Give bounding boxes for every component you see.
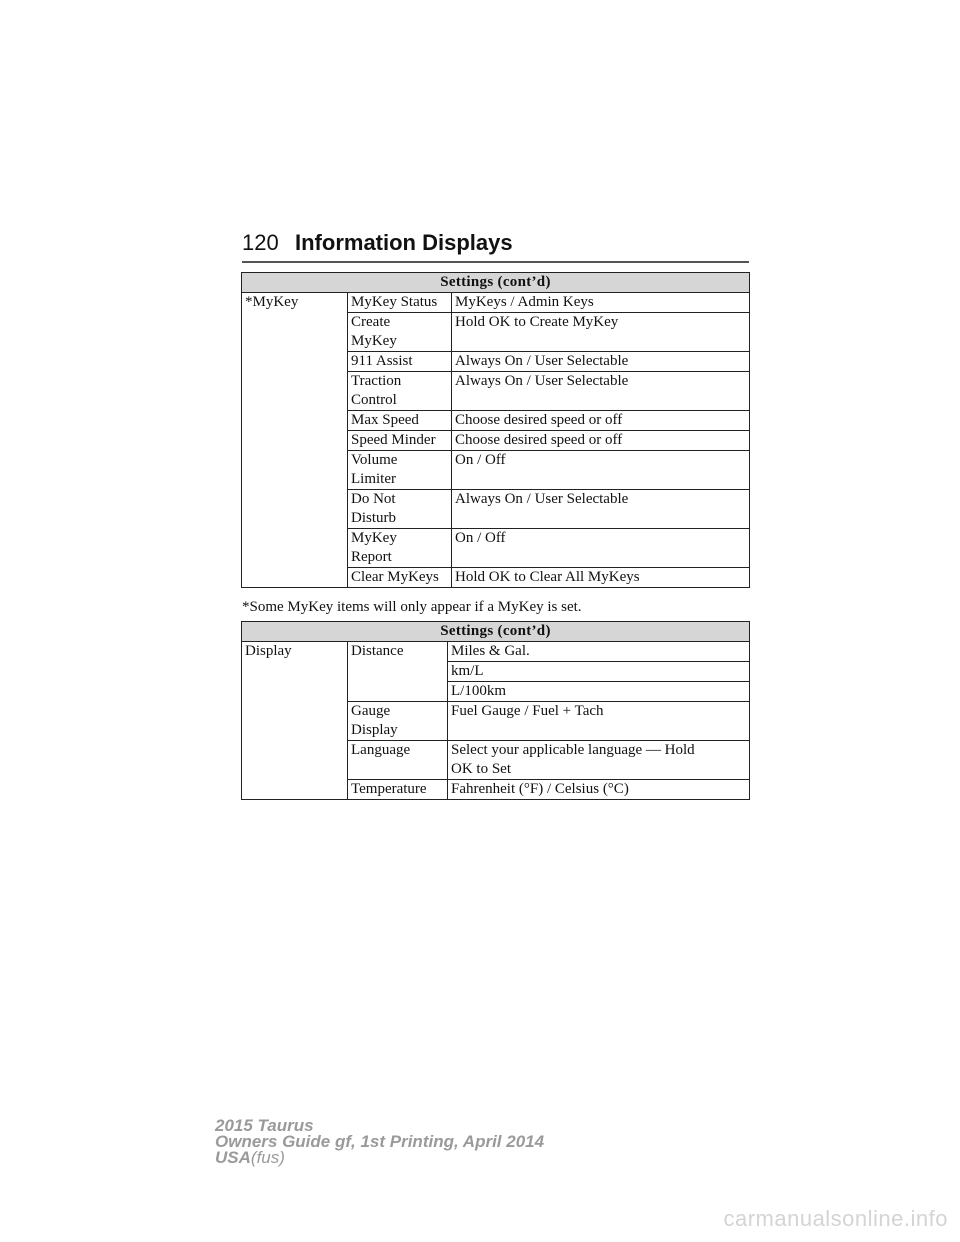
value-cell: Always On / User Selectable: [452, 490, 750, 529]
value-cell: Choose desired speed or off: [452, 431, 750, 451]
setting-cell: [348, 529, 452, 568]
setting-line: Traction: [351, 373, 402, 389]
setting-line: Create: [351, 314, 391, 330]
setting-line: Volume: [351, 452, 398, 468]
value-cell: On / Off: [452, 451, 750, 490]
value-cell: L/100km: [448, 682, 750, 702]
value-cell: Fahrenheit (°F) / Celsius (°C): [448, 780, 750, 800]
setting-cell: [348, 702, 448, 741]
setting-cell: 911 Assist: [348, 352, 452, 372]
setting-line: MyKey: [351, 530, 397, 546]
value-cell: MyKeys / Admin Keys: [452, 293, 750, 313]
setting-cell: Language: [348, 741, 448, 780]
value-line: OK to Set: [451, 761, 511, 777]
value-cell: On / Off: [452, 529, 750, 568]
setting-cell: Temperature: [348, 780, 448, 800]
footer-market-suffix: (fus): [250, 1148, 285, 1167]
value-cell: Choose desired speed or off: [452, 411, 750, 431]
setting-cell: [348, 313, 452, 352]
table-caption: Settings (cont’d): [242, 273, 750, 293]
value-cell: [448, 741, 750, 780]
setting-line: Gauge: [351, 703, 391, 719]
section-title: Information Displays: [295, 230, 513, 255]
display-settings-table: [241, 621, 750, 800]
value-line: Select your applicable language — Hold: [451, 742, 695, 758]
value-cell: Hold OK to Create MyKey: [452, 313, 750, 352]
setting-cell: Max Speed: [348, 411, 452, 431]
document-footer: [215, 1118, 544, 1166]
setting-cell: [348, 451, 452, 490]
footer-printing: Owners Guide gf, 1st Printing, April 2014: [215, 1132, 545, 1151]
value-cell: km/L: [448, 662, 750, 682]
mykey-settings-table: [241, 272, 750, 588]
group-cell-mykey: *MyKey: [242, 293, 348, 588]
watermark: carmanualsonline.info: [723, 1206, 948, 1231]
setting-cell: [348, 490, 452, 529]
group-cell-display: Display: [242, 642, 348, 800]
value-cell: Hold OK to Clear All MyKeys: [452, 568, 750, 588]
value-cell: Fuel Gauge / Fuel + Tach: [448, 702, 750, 741]
setting-line: Control: [351, 392, 397, 408]
setting-cell: Clear MyKeys: [348, 568, 452, 588]
mykey-footnote: *Some MyKey items will only appear if a MyKey is set.: [242, 599, 582, 615]
table-caption: Settings (cont’d): [242, 622, 750, 642]
footer-market: [215, 1150, 544, 1166]
value-cell: Always On / User Selectable: [452, 352, 750, 372]
setting-cell-distance: Distance: [348, 642, 448, 702]
setting-line: Limiter: [351, 471, 396, 487]
footer-market-code: USA: [215, 1148, 251, 1167]
setting-line: Display: [351, 722, 398, 738]
setting-cell: Speed Minder: [348, 431, 452, 451]
setting-cell: MyKey Status: [348, 293, 452, 313]
footer-model: 2015 Taurus: [215, 1116, 314, 1135]
setting-line: Do Not: [351, 491, 396, 507]
value-cell: Miles & Gal.: [448, 642, 750, 662]
setting-line: Report: [351, 549, 392, 565]
setting-line: MyKey: [351, 333, 397, 349]
setting-cell: [348, 372, 452, 411]
value-cell: Always On / User Selectable: [452, 372, 750, 411]
setting-line: Disturb: [351, 510, 396, 526]
page-number: 120: [242, 230, 279, 255]
page-header: [242, 229, 749, 263]
